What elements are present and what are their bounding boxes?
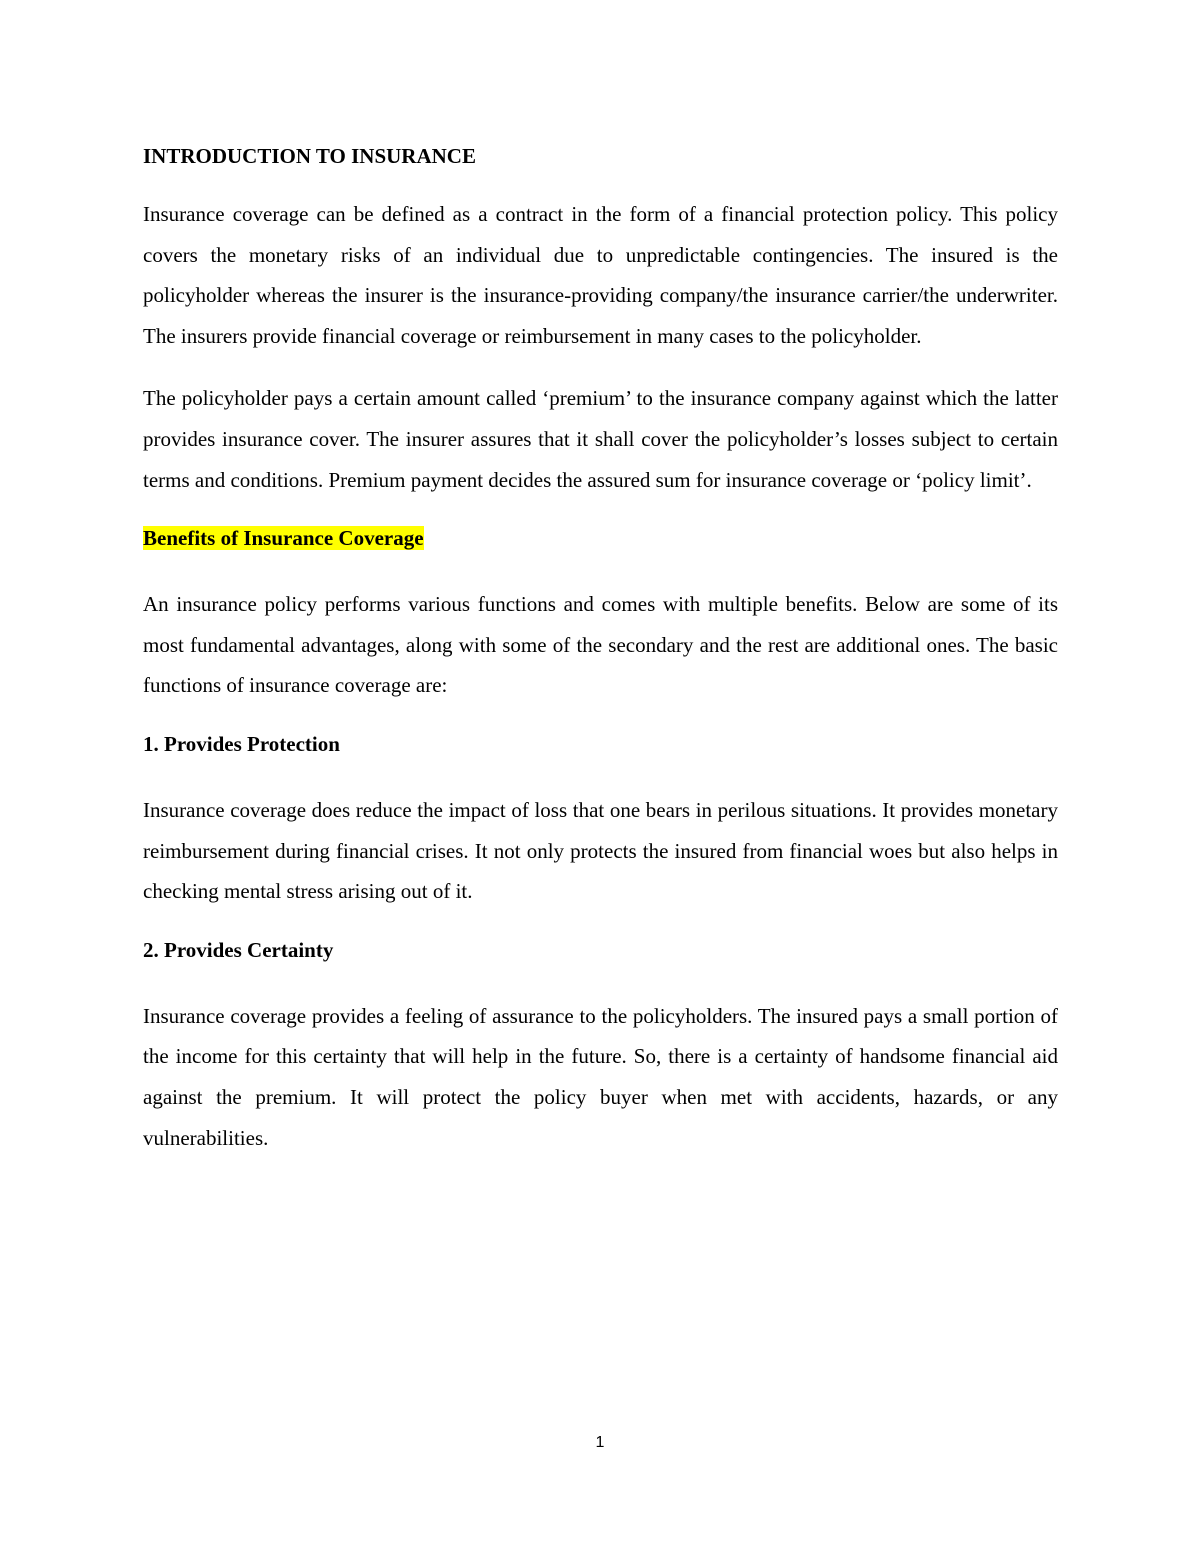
page-content <box>143 140 1058 1180</box>
benefits-heading-text: Benefits of Insurance Coverage <box>143 526 424 551</box>
benefits-intro-paragraph: An insurance policy performs various functions and comes with multiple benefits. Below are some of its most fundamental advantages, along with some of the secondary and the rest are additional ones. The basic functions of insurance coverage are: <box>143 592 1058 698</box>
benefits-heading <box>143 522 1058 554</box>
section-body-certainty: Insurance coverage provides a feeling of assurance to the policyholders. The insured pays a small portion of the income for this certainty that will help in the future. So, there is a certainty of handsome financial aid against the premium. It will protect the policy buyer when met with accidents, hazards, or any vulnerabilities. <box>143 1003 1058 1150</box>
section-body-protection: Insurance coverage does reduce the impact of loss that one bears in perilous situations. It provides monetary reimbursement during financial crises. It not only protects the insured from financial woes but also helps in checking mental stress arising out of it. <box>143 797 1058 904</box>
section-heading-certainty: 2. Provides Certainty <box>143 937 334 962</box>
section-heading-protection: 1. Provides Protection <box>143 731 340 756</box>
page-number: 1 <box>595 1434 605 1451</box>
intro-paragraph-2: The policyholder pays a certain amount called ‘premium’ to the insurance company against which the latter provides insurance cover. The insurer assures that it shall cover the policyholder’s losses subject to certain terms and conditions. Premium payment decides the assured sum for insurance coverage or ‘policy limit’. <box>143 386 1058 492</box>
intro-paragraph-1: Insurance coverage can be defined as a contract in the form of a financial protection policy. This policy covers the monetary risks of an individual due to unpredictable contingencies. The insured is the policyholder whereas the insurer is the insurance-providing company/the insurance carrier/the underwriter. The insurers provide financial coverage or reimbursement in many cases to the policyholder. <box>143 202 1058 348</box>
document-title: INTRODUCTION TO INSURANCE <box>143 144 476 168</box>
